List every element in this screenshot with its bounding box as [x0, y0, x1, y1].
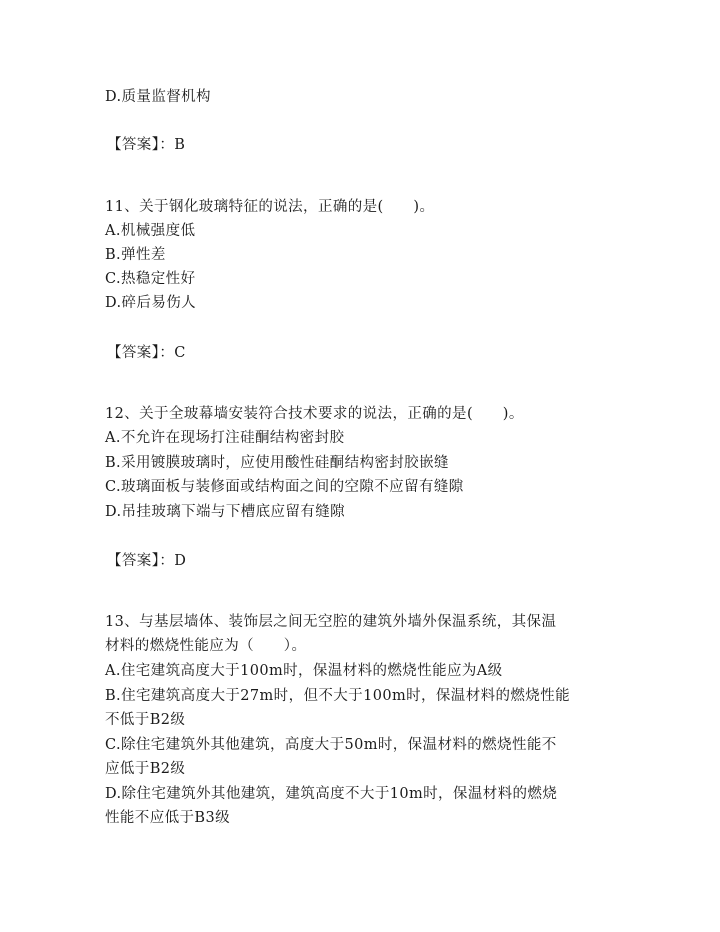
q11-option-a: A.机械强度低 [105, 223, 196, 239]
q13-option-d-line-2: 性能不应低于B3级 [105, 810, 230, 826]
q12-stem: 12、关于全玻幕墙安装符合技术要求的说法，正确的是( )。 [105, 406, 524, 422]
q13-option-c-line-2: 应低于B2级 [105, 761, 186, 777]
q10-option-d: D.质量监督机构 [105, 89, 211, 105]
q13-option-b-line-2: 不低于B2级 [105, 712, 186, 728]
q13-option-c-line-1: C.除住宅建筑外其他建筑，高度大于50m时，保温材料的燃烧性能不 [105, 737, 557, 753]
q12-option-b: B.采用镀膜玻璃时，应使用酸性硅酮结构密封胶嵌缝 [105, 455, 449, 471]
q13-option-d-line-1: D.除住宅建筑外其他建筑，建筑高度不大于10m时，保温材料的燃烧 [105, 786, 558, 802]
q10-answer: 【答案】：B [107, 137, 186, 153]
q13-stem-line-1: 13、与基层墙体、装饰层之间无空腔的建筑外墙外保温系统，其保温 [105, 614, 557, 630]
q11-stem: 11、关于钢化玻璃特征的说法，正确的是( )。 [105, 199, 435, 215]
q12-answer: 【答案】：D [107, 553, 187, 569]
q12-option-d: D.吊挂玻璃下端与下槽底应留有缝隙 [105, 504, 346, 520]
q13-option-b-line-1: B.住宅建筑高度大于27m时，但不大于100m时，保温材料的燃烧性能 [105, 688, 570, 704]
q11-option-c: C.热稳定性好 [105, 271, 196, 287]
q12-option-c: C.玻璃面板与装修面或结构面之间的空隙不应留有缝隙 [105, 479, 464, 495]
q11-option-d: D.碎后易伤人 [105, 295, 197, 311]
q11-option-b: B.弹性差 [105, 247, 166, 263]
q12-option-a: A.不允许在现场打注硅酮结构密封胶 [105, 430, 345, 446]
q11-answer: 【答案】：C [107, 345, 186, 361]
q13-option-a: A.住宅建筑高度大于100m时，保温材料的燃烧性能应为A级 [105, 663, 503, 679]
q13-stem-line-2: 材料的燃烧性能应为（ ）。 [105, 638, 307, 654]
